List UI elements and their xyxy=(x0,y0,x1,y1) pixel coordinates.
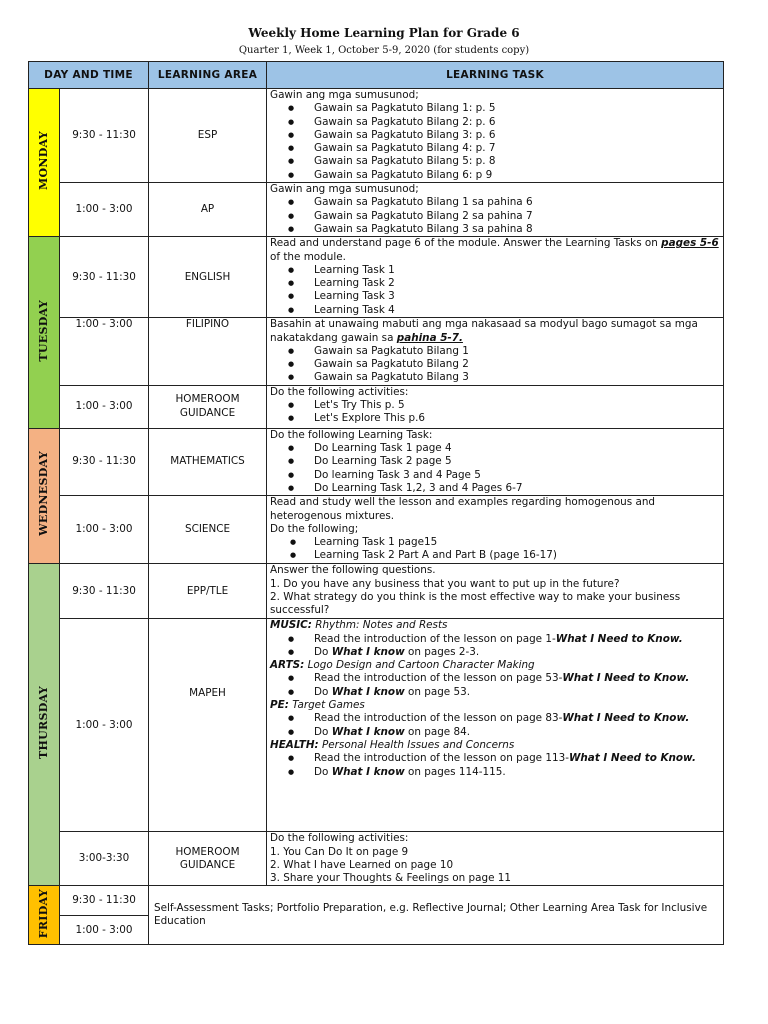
day-cell-monday xyxy=(29,89,60,237)
task-list xyxy=(270,633,720,660)
list-item: ● Learning Task 2 xyxy=(314,277,720,290)
list-item: ● Let's Explore This p.6 xyxy=(314,412,720,425)
day-label: WEDNESDAY xyxy=(37,451,51,537)
task-cell xyxy=(267,385,724,428)
subject-heading: ARTS: Logo Design and Cartoon Character Making xyxy=(270,659,535,672)
header-row xyxy=(29,62,724,89)
task-list xyxy=(270,536,720,563)
table-row xyxy=(29,886,724,916)
list-item: ● Do What I know on pages 2-3. xyxy=(314,646,720,659)
time-cell: 1:00 - 3:00 xyxy=(60,183,149,237)
header-learning-task: LEARNING TASK xyxy=(267,62,724,89)
list-item: ● Gawain sa Pagkatuto Bilang 3 xyxy=(314,371,720,384)
table-row xyxy=(29,832,724,886)
list-item: ● Do What I know on page 84. xyxy=(314,726,720,739)
task-cell xyxy=(267,564,724,619)
time-cell: 9:30 - 11:30 xyxy=(60,89,149,183)
task-list xyxy=(270,752,720,779)
list-item: ● Do Learning Task 1,2, 3 and 4 Pages 6-7 xyxy=(314,482,720,495)
area-cell xyxy=(149,385,267,428)
day-cell-wednesday xyxy=(29,428,60,563)
day-label: FRIDAY xyxy=(37,888,51,938)
list-item: ● Learning Task 3 xyxy=(314,290,720,303)
list-item: 1. You Can Do It on page 9 xyxy=(270,845,409,858)
area-cell: FILIPINO xyxy=(149,318,267,385)
task-intro: Do the following; xyxy=(270,522,359,535)
task-cell xyxy=(267,318,724,385)
list-item: ● Gawain sa Pagkatuto Bilang 4: p. 7 xyxy=(314,142,720,155)
area-line: GUIDANCE xyxy=(179,406,236,419)
list-item: ● Gawain sa Pagkatuto Bilang 5: p. 8 xyxy=(314,155,720,168)
table-row xyxy=(29,183,724,237)
task-list xyxy=(270,672,720,699)
time-cell: 1:00 - 3:00 xyxy=(60,496,149,564)
time-cell: 1:00 - 3:00 xyxy=(60,385,149,428)
task-list xyxy=(270,264,720,317)
subject-heading: HEALTH: Personal Health Issues and Concerns xyxy=(270,738,515,751)
header-learning-area: LEARNING AREA xyxy=(149,62,267,89)
list-item: 3. Share your Thoughts & Feelings on page 11 xyxy=(270,872,512,885)
task-intro: Do the following activities: xyxy=(270,385,409,398)
list-item: ● Do What I know on pages 114-115. xyxy=(314,766,720,779)
friday-task-cell: Self-Assessment Tasks; Portfolio Preparation, e.g. Reflective Journal; Other Learning Area Task for Inclusive Education xyxy=(149,886,724,945)
day-cell-friday xyxy=(29,886,60,945)
time-cell: 1:00 - 3:00 xyxy=(60,916,149,945)
list-item: ● Gawain sa Pagkatuto Bilang 3 sa pahina 8 xyxy=(314,223,720,236)
task-intro: Answer the following questions. xyxy=(270,564,436,577)
question: 2. What strategy do you think is the most effective way to make your business successful? xyxy=(270,590,681,617)
list-item: ● Read the introduction of the lesson on page 1-What I Need to Know. xyxy=(314,633,720,646)
table-row xyxy=(29,619,724,832)
task-intro: Gawin ang mga sumusunod; xyxy=(270,89,419,101)
time-cell: 9:30 - 11:30 xyxy=(60,564,149,619)
list-item: ● Do learning Task 3 and 4 Page 5 xyxy=(314,469,720,482)
task-list xyxy=(270,196,720,236)
list-item: ● Gawain sa Pagkatuto Bilang 6: p 9 xyxy=(314,169,720,182)
time-cell: 9:30 - 11:30 xyxy=(60,886,149,916)
list-item: ● Learning Task 1 page15 xyxy=(314,536,720,549)
area-cell: ESP xyxy=(149,89,267,183)
table-row xyxy=(29,89,724,183)
area-line: GUIDANCE xyxy=(179,858,236,871)
task-list xyxy=(270,712,720,739)
area-cell: EPP/TLE xyxy=(149,564,267,619)
question: 1. Do you have any business that you want to put up in the future? xyxy=(270,577,620,590)
area-cell: SCIENCE xyxy=(149,496,267,564)
table-row xyxy=(29,496,724,564)
area-line: HOMEROOM xyxy=(175,393,240,406)
area-cell: ENGLISH xyxy=(149,237,267,318)
time-cell: 9:30 - 11:30 xyxy=(60,428,149,495)
table-row xyxy=(29,428,724,495)
list-item: ● Do What I know on page 53. xyxy=(314,686,720,699)
time-cell: 1:00 - 3:00 xyxy=(60,318,149,385)
task-cell xyxy=(267,428,724,495)
task-intro: Basahin at unawaing mabuti ang mga nakasaad sa modyul bago sumagot sa mga nakatakdang gawain sa pahina 5-7. xyxy=(270,318,698,344)
table-row xyxy=(29,237,724,318)
day-cell-thursday xyxy=(29,564,60,886)
table-row xyxy=(29,564,724,619)
list-item: ● Gawain sa Pagkatuto Bilang 1 sa pahina 6 xyxy=(314,196,720,209)
area-cell xyxy=(149,832,267,886)
area-cell: MAPEH xyxy=(149,619,267,832)
day-label: TUESDAY xyxy=(37,299,51,362)
list-item: ● Read the introduction of the lesson on page 113-What I Need to Know. xyxy=(314,752,720,765)
task-cell xyxy=(267,183,724,237)
task-intro: Do the following activities: xyxy=(270,832,409,845)
area-cell: MATHEMATICS xyxy=(149,428,267,495)
time-cell: 1:00 - 3:00 xyxy=(60,619,149,832)
task-intro: Do the following Learning Task: xyxy=(270,428,433,441)
list-item: ● Gawain sa Pagkatuto Bilang 3: p. 6 xyxy=(314,129,720,142)
list-item: ● Let's Try This p. 5 xyxy=(314,399,720,412)
list-item: ● Do Learning Task 2 page 5 xyxy=(314,455,720,468)
area-line: HOMEROOM xyxy=(175,845,240,858)
time-cell: 9:30 - 11:30 xyxy=(60,237,149,318)
day-label: THURSDAY xyxy=(37,686,51,760)
day-label: MONDAY xyxy=(37,130,51,190)
task-intro: Read and study well the lesson and examples regarding homogenous and heterogenous mixtures. xyxy=(270,496,656,522)
task-cell xyxy=(267,496,724,564)
task-intro: Gawin ang mga sumusunod; xyxy=(270,183,419,196)
list-item: ● Gawain sa Pagkatuto Bilang 1 xyxy=(314,345,720,358)
task-cell xyxy=(267,832,724,886)
task-cell xyxy=(267,237,724,318)
header-day-time: DAY AND TIME xyxy=(29,62,149,89)
list-item: ● Gawain sa Pagkatuto Bilang 2: p. 6 xyxy=(314,116,720,129)
list-item: ● Gawain sa Pagkatuto Bilang 1: p. 5 xyxy=(314,102,720,115)
area-cell: AP xyxy=(149,183,267,237)
table-row xyxy=(29,318,724,385)
page-title: Weekly Home Learning Plan for Grade 6 xyxy=(248,26,520,40)
list-item: ● Read the introduction of the lesson on page 53-What I Need to Know. xyxy=(314,672,720,685)
task-list xyxy=(270,399,720,426)
list-item: ● Learning Task 1 xyxy=(314,264,720,277)
list-item: ● Gawain sa Pagkatuto Bilang 2 sa pahina 7 xyxy=(314,210,720,223)
list-item: ● Learning Task 2 Part A and Part B (page 16-17) xyxy=(314,549,720,562)
list-item: ● Gawain sa Pagkatuto Bilang 2 xyxy=(314,358,720,371)
subject-heading: PE: Target Games xyxy=(270,699,365,712)
learning-plan-table xyxy=(28,61,724,945)
task-list xyxy=(270,102,720,182)
list-item: ● Read the introduction of the lesson on page 83-What I Need to Know. xyxy=(314,712,720,725)
task-cell xyxy=(267,89,724,183)
time-cell: 3:00-3:30 xyxy=(60,832,149,886)
task-list xyxy=(270,345,720,385)
list-item: ● Do Learning Task 1 page 4 xyxy=(314,442,720,455)
page-subtitle: Quarter 1, Week 1, October 5-9, 2020 (for students copy) xyxy=(238,45,530,56)
list-item: ● Learning Task 4 xyxy=(314,304,720,317)
list-item: 2. What I have Learned on page 10 xyxy=(270,858,454,871)
day-cell-tuesday xyxy=(29,237,60,428)
subject-heading: MUSIC: Rhythm: Notes and Rests xyxy=(270,619,448,632)
task-cell xyxy=(267,619,724,832)
task-list xyxy=(270,442,720,495)
table-row xyxy=(29,385,724,428)
task-intro: Read and understand page 6 of the module. Answer the Learning Tasks on pages 5-6 of the module. xyxy=(270,237,719,263)
